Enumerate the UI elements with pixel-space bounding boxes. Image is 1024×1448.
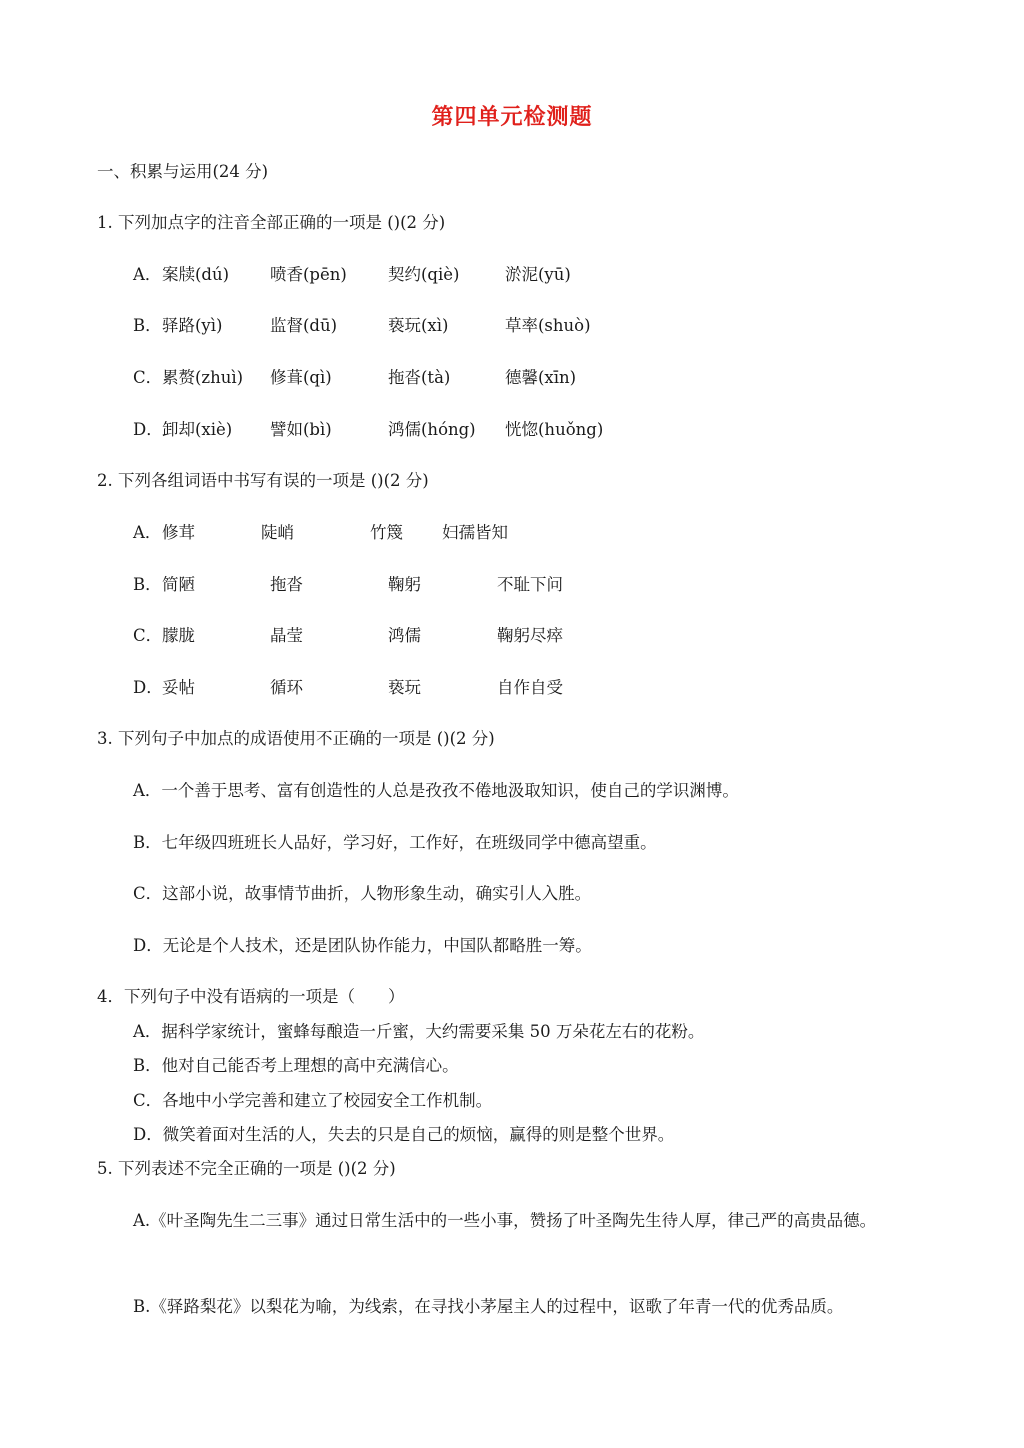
option-item: 循环 [270, 678, 303, 697]
option-item: 修葺(qì) [270, 368, 332, 387]
question-5-option-b: B.《驿路梨花》以梨花为喻，为线索，在寻找小茅屋主人的过程中，讴歌了年青一代的优秀品质。 [133, 1297, 844, 1316]
option-letter: B． [133, 316, 162, 335]
option-item: 晶莹 [270, 626, 303, 645]
question-2-stem: 2. 下列各组词语中书写有误的一项是 ()(2 分) [97, 471, 429, 490]
question-4-option-b: B．他对自己能否考上理想的高中充满信心。 [133, 1056, 459, 1075]
option-item: 亵玩 [388, 678, 421, 697]
option-item: 德馨(xīn) [505, 368, 577, 387]
option-item: 案牍(dú) [162, 265, 230, 284]
question-1-stem: 1. 下列加点字的注音全部正确的一项是 ()(2 分) [97, 213, 446, 232]
option-item: 淤泥(yū) [505, 265, 571, 284]
option-letter: A． [133, 523, 162, 542]
option-item: 恍惚(huǒng) [505, 420, 604, 439]
option-item: 陡峭 [261, 523, 294, 542]
option-item: 监督(dū) [270, 316, 338, 335]
option-item: 拖沓(tà) [388, 368, 451, 387]
option-letter: D． [133, 678, 163, 697]
option-letter: C． [133, 626, 163, 645]
question-3-option-a: A．一个善于思考、富有创造性的人总是孜孜不倦地汲取知识，使自己的学识渊博。 [133, 781, 739, 800]
option-item: 妥帖 [162, 678, 195, 697]
question-5-option-a: A.《叶圣陶先生二三事》通过日常生活中的一些小事，赞扬了叶圣陶先生待人厚，律己严的高贵品德。 [133, 1211, 877, 1230]
option-item: 累赘(zhuì) [162, 368, 244, 387]
option-item: 拖沓 [270, 575, 303, 594]
option-item: 鸿儒(hóng) [388, 420, 476, 439]
option-item: 鸿儒 [388, 626, 421, 645]
option-letter: D． [133, 420, 163, 439]
question-5-stem: 5. 下列表述不完全正确的一项是 ()(2 分) [97, 1159, 396, 1178]
option-item: 譬如(bì) [270, 420, 332, 439]
option-item: 卸却(xiè) [162, 420, 233, 439]
question-3-option-b: B．七年级四班班长人品好，学习好，工作好，在班级同学中德高望重。 [133, 833, 657, 852]
question-3-option-d: D．无论是个人技术，还是团队协作能力，中国队都略胜一筹。 [133, 936, 592, 955]
option-item: 简陋 [162, 575, 195, 594]
question-3-stem: 3. 下列句子中加点的成语使用不正确的一项是 ()(2 分) [97, 729, 495, 748]
page-title: 第四单元检测题 [431, 105, 593, 130]
option-letter: A． [133, 265, 162, 284]
option-letter: B． [133, 575, 162, 594]
option-item: 契约(qiè) [388, 265, 460, 284]
option-item: 鞠躬尽瘁 [497, 626, 563, 645]
option-item: 不耻下问 [497, 575, 563, 594]
option-item: 喷香(pēn) [270, 265, 347, 284]
option-item: 妇孺皆知 [442, 523, 508, 542]
question-4-option-d: D．微笑着面对生活的人，失去的只是自己的烦恼，赢得的则是整个世界。 [133, 1125, 675, 1144]
option-letter: C． [133, 368, 163, 387]
section-heading: 一、积累与运用(24 分) [97, 162, 269, 181]
option-item: 竹篾 [370, 523, 403, 542]
question-3-option-c: C．这部小说，故事情节曲折，人物形象生动，确实引人入胜。 [133, 884, 592, 903]
option-item: 修茸 [162, 523, 195, 542]
option-item: 自作自受 [497, 678, 563, 697]
option-item: 鞠躬 [388, 575, 421, 594]
option-item: 亵玩(xì) [388, 316, 449, 335]
option-item: 草率(shuò) [505, 316, 591, 335]
option-item: 朦胧 [162, 626, 195, 645]
question-4-stem: 4．下列句子中没有语病的一项是（ ） [97, 987, 405, 1006]
question-4-option-c: C．各地中小学完善和建立了校园安全工作机制。 [133, 1091, 493, 1110]
option-item: 驿路(yì) [162, 316, 223, 335]
question-4-option-a: A．据科学家统计，蜜蜂每酿造一斤蜜，大约需要采集 50 万朵花左右的花粉。 [133, 1022, 705, 1041]
